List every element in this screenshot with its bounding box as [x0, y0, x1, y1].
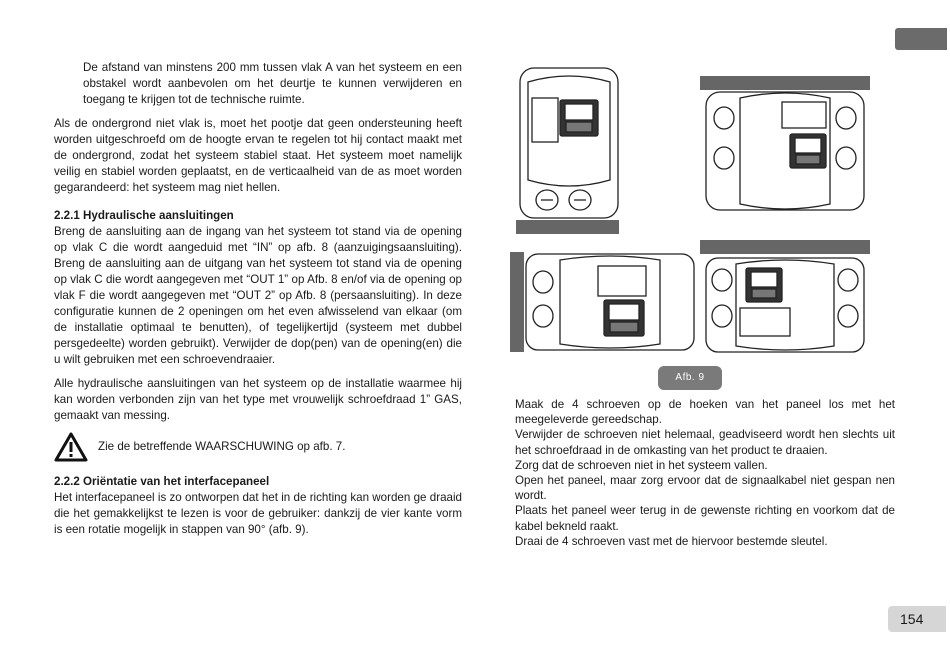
unit-horizontal-bottom: [706, 258, 864, 352]
figure-panel-orientations: [510, 62, 878, 362]
left-column: [54, 60, 462, 538]
paragraph-clearance: De afstand van minstens 200 mm tussen vlak A van het systeem en een obstakel wordt aanbevolen om het deurtje te kunnen verwijderen en toegang te krijgen tot de technische ruimte.: [83, 61, 462, 106]
instruction-line: Maak de 4 schroeven op de hoeken van het paneel los met het meegeleverde gereedschap.: [515, 398, 895, 427]
unit-bottom-right-bar: [700, 240, 870, 254]
instruction-line: Draai de 4 schroeven vast met de hiervoor bestemde sleutel.: [515, 534, 828, 548]
paragraph-orientation: Het interfacepaneel is zo ontworpen dat het in de richting kan worden ge draaid die het gemakkelijkst te lezen is voor de gebruiker: dankzij de vier kante vorm is een rotatie mogelijk in stappen van 90° (afb. 9).: [54, 491, 462, 536]
unit-horizontal-left: [526, 254, 694, 350]
instruction-line: Plaats het paneel weer terug in de gewenste richting en voorkom dat de kabel bekneld raakt.: [515, 504, 895, 533]
warning-note: [54, 432, 462, 462]
page-number: 154: [888, 606, 946, 632]
paragraph-leveling: Als de ondergrond niet vlak is, moet het pootje dat geen ondersteuning heeft worden uitgeschroefd om de hoogte ervan te regelen tot hij contact maakt met de ondergrond, zodat het systeem stabiel staat. Het systeem moet namelijk veilig en stabiel worden geplaatst, en de verticaalheid van de as moet worden gegarandeerd: het systeem mag niet hellen.: [54, 117, 462, 194]
warning-text: Zie de betreffende WAARSCHUWING op afb. 7.: [98, 440, 346, 453]
unit-bottom-left-bar: [510, 252, 524, 352]
instruction-line: Open het paneel, maar zorg ervoor dat de signaalkabel niet gespan nen wordt.: [515, 474, 895, 503]
heading-orientation: 2.2.2 Oriëntatie van het interfacepaneel: [54, 475, 270, 488]
unit-horizontal-right: [706, 92, 864, 210]
unit-top-right-bar: [700, 76, 870, 90]
instruction-line: Verwijder de schroeven niet helemaal, geadviseerd wordt hen slechts uit het schroefdraad in de omkasting van het product te draaien.: [515, 428, 895, 457]
heading-hydraulic: 2.2.1 Hydraulische aansluitingen: [54, 209, 234, 222]
paragraph-thread: Alle hydraulische aansluitingen van het systeem op de installatie waarmee hij kan worden verbonden zijn van het type met vrouwelijk schroefdraad 1” GAS, gemaakt van messing.: [54, 377, 462, 422]
section-tab: [895, 28, 947, 50]
right-column: [515, 397, 895, 549]
instruction-line: Zorg dat de schroeven niet in het systeem vallen.: [515, 458, 768, 472]
warning-triangle-icon: [54, 432, 88, 462]
figure-caption: Afb. 9: [658, 366, 722, 390]
unit-vertical-stand: [516, 220, 619, 234]
paragraph-connections: Breng de aansluiting aan de ingang van het systeem tot stand via de opening op vlak C die wordt aangeduid met “IN” op afb. 8 (aanzuigingsaansluiting). Breng de aansluiting aan de uitgang van het systeem tot stand via de opening op vlak C die wordt aangegeven met “OUT 1” op Afb. 8 en/of via de opening op vlak F die wordt aangegeven met “OUT 2” op Afb. 8 (persaansluiting). In deze configuratie kunnen de 2 openingen om het even afwisselend van elkaar (om de installatie optimaal te benutten), of tegelijkertijd (systeem met dubbel persgedeelte) worden gebruikt). Verwijder de dop(pen) van de opening(en) die u wilt gebruiken met een schroevendraaier.: [54, 225, 462, 366]
unit-vertical-front: [520, 68, 618, 218]
